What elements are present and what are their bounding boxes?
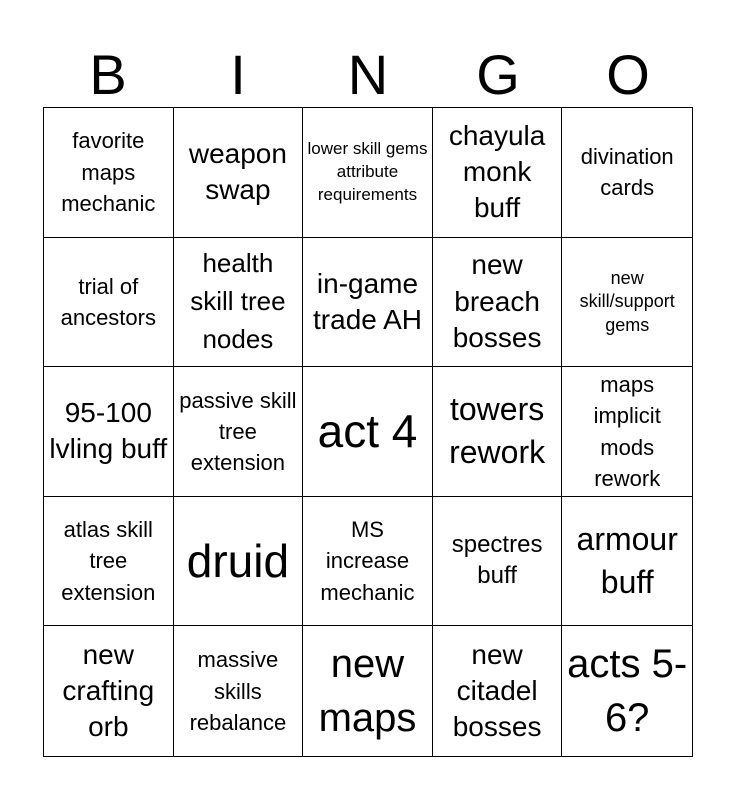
bingo-cell[interactable] — [174, 626, 304, 756]
bingo-cell-text: new citadel bosses — [452, 638, 542, 743]
header-letter-b: B — [89, 43, 127, 106]
bingo-cell[interactable] — [303, 238, 433, 368]
bingo-cell[interactable] — [174, 238, 304, 368]
bingo-cell-text: weapon swap — [188, 137, 287, 206]
header-letter-n: N — [347, 43, 389, 106]
header-letter-g: G — [476, 43, 520, 106]
bingo-cell-text: new crafting orb — [62, 638, 155, 743]
bingo-cell-text: atlas skill tree extension — [61, 517, 156, 605]
bingo-cell-text: massive skills rebalance — [189, 647, 287, 735]
bingo-cell-text: druid — [186, 534, 290, 587]
bingo-cell[interactable] — [433, 108, 563, 238]
bingo-cell-text: health skill tree nodes — [190, 248, 286, 354]
bingo-cell-text: chayula monk buff — [448, 119, 546, 224]
bingo-cell[interactable] — [562, 497, 692, 627]
bingo-cell[interactable] — [562, 238, 692, 368]
bingo-cell-text: passive skill tree extension — [179, 387, 297, 476]
bingo-cell-text: lower skill gems attribute requirements — [307, 138, 428, 204]
bingo-cell[interactable] — [562, 367, 692, 497]
bingo-cell-text: 95-100 lvling buff — [49, 397, 168, 465]
bingo-cell-text: act 4 — [317, 404, 418, 457]
bingo-cell[interactable] — [174, 497, 304, 627]
bingo-cell-text: new breach bosses — [452, 249, 542, 354]
bingo-cell-text: spectres buff — [451, 531, 543, 590]
bingo-header — [43, 42, 693, 108]
bingo-cell-text: maps implicit mods rework — [593, 372, 661, 491]
bingo-cell-text: towers rework — [449, 390, 546, 471]
bingo-cell[interactable] — [433, 626, 563, 756]
bingo-cell-text: MS increase mechanic — [320, 517, 415, 605]
bingo-cell[interactable] — [303, 626, 433, 756]
header-letter-i: I — [230, 43, 246, 106]
bingo-cell[interactable] — [562, 626, 692, 756]
bingo-cell[interactable] — [303, 367, 433, 497]
bingo-cell[interactable] — [174, 108, 304, 238]
bingo-cell[interactable] — [303, 497, 433, 627]
bingo-cell-text: favorite maps mechanic — [61, 128, 156, 216]
bingo-cell-text: acts 5-6? — [567, 642, 688, 741]
bingo-cell[interactable] — [303, 108, 433, 238]
bingo-cell[interactable] — [44, 108, 174, 238]
bingo-cell-text: trial of ancestors — [60, 273, 156, 330]
bingo-cell-text: armour buff — [576, 520, 678, 601]
bingo-cell-text: divination cards — [580, 144, 674, 201]
bingo-cell[interactable] — [44, 497, 174, 627]
bingo-cell[interactable] — [433, 238, 563, 368]
bingo-cell[interactable] — [174, 367, 304, 497]
bingo-cell[interactable] — [433, 497, 563, 627]
bingo-cell[interactable] — [44, 367, 174, 497]
bingo-cell-text: new skill/support gems — [579, 267, 675, 335]
bingo-cell-text: new maps — [318, 642, 417, 741]
bingo-cell-text: in-game trade AH — [313, 267, 422, 335]
bingo-board — [43, 107, 693, 757]
bingo-cell[interactable] — [562, 108, 692, 238]
header-letter-o: O — [606, 43, 650, 106]
bingo-cell[interactable] — [44, 626, 174, 756]
bingo-cell[interactable] — [433, 367, 563, 497]
bingo-cell[interactable] — [44, 238, 174, 368]
